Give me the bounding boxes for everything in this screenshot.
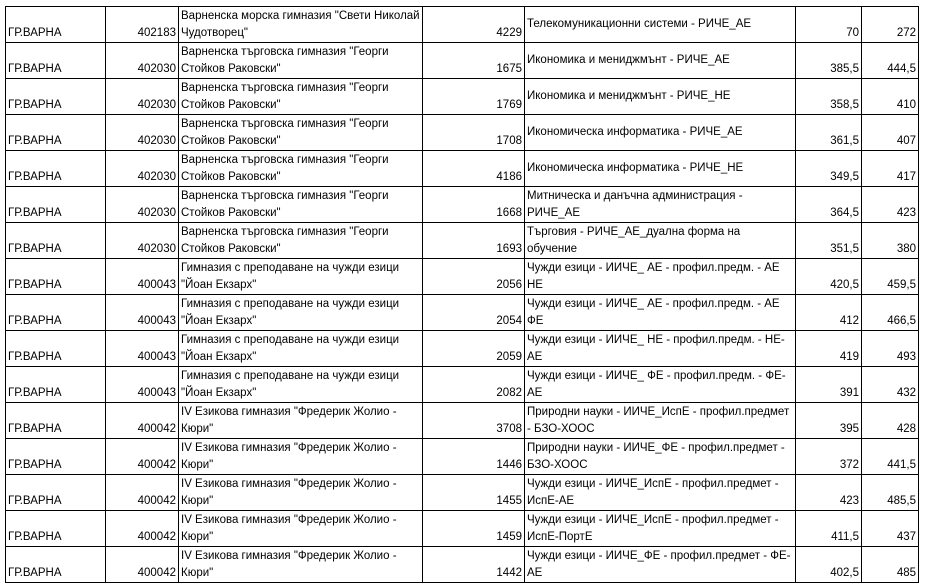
max-score-cell: 459,5 (862, 259, 919, 295)
city-cell: ГР.ВАРНА (6, 511, 106, 547)
school-name-cell: IV Езикова гимназия "Фредерик Жолио - Кюри" (179, 511, 423, 547)
city-cell: ГР.ВАРНА (6, 403, 106, 439)
school-name-cell: Гимназия с преподаване на чужди езици "Йоан Екзарх" (179, 295, 423, 331)
specialty-cell: Чужди езици - ИИЧЕ_ АЕ - профил.предм. - АЕ ФЕ (525, 295, 796, 331)
specialty-cell: Икономическа информатика - РИЧЕ_АЕ (525, 115, 796, 151)
profile-code-cell: 1668 (423, 187, 525, 223)
specialty-cell: Природни науки - ИИЧЕ_ФЕ - профил.предмет - БЗО-ХООС (525, 439, 796, 475)
min-score-cell: 395 (796, 403, 862, 439)
school-name-cell: Гимназия с преподаване на чужди езици "Йоан Екзарх" (179, 259, 423, 295)
max-score-cell: 466,5 (862, 295, 919, 331)
specialty-cell: Икономика и мениджмънт - РИЧЕ_НЕ (525, 79, 796, 115)
city-cell: ГР.ВАРНА (6, 259, 106, 295)
profile-code-cell: 1446 (423, 439, 525, 475)
city-cell: ГР.ВАРНА (6, 115, 106, 151)
max-score-cell: 417 (862, 151, 919, 187)
specialty-cell: Чужди езици - ИИЧЕ_ИспЕ - профил.предмет - ИспЕ-ПортЕ (525, 511, 796, 547)
max-score-cell: 423 (862, 187, 919, 223)
city-cell: ГР.ВАРНА (6, 547, 106, 583)
school-code-cell: 400042 (106, 403, 179, 439)
school-name-cell: IV Езикова гимназия "Фредерик Жолио - Кюри" (179, 403, 423, 439)
table-body (6, 7, 919, 583)
table-row (6, 331, 919, 367)
school-code-cell: 402030 (106, 79, 179, 115)
specialty-cell: Природни науки - ИИЧЕ_ИспЕ - профил.предмет - БЗО-ХООС (525, 403, 796, 439)
max-score-cell: 432 (862, 367, 919, 403)
city-cell: ГР.ВАРНА (6, 475, 106, 511)
specialty-cell: Чужди езици - ИИЧЕ_ НЕ - профил.предм. - НЕ-АЕ (525, 331, 796, 367)
min-score-cell: 372 (796, 439, 862, 475)
school-name-cell: IV Езикова гимназия "Фредерик Жолио - Кюри" (179, 547, 423, 583)
table-row (6, 223, 919, 259)
min-score-cell: 420,5 (796, 259, 862, 295)
table-row (6, 295, 919, 331)
table-row (6, 115, 919, 151)
school-name-cell: Варненска търговска гимназия "Георги Стойков Раковски" (179, 79, 423, 115)
school-name-cell: IV Езикова гимназия "Фредерик Жолио - Кюри" (179, 439, 423, 475)
school-name-cell: Варненска търговска гимназия "Георги Стойков Раковски" (179, 151, 423, 187)
school-code-cell: 400043 (106, 367, 179, 403)
table-row (6, 187, 919, 223)
profile-code-cell: 1693 (423, 223, 525, 259)
admissions-table (5, 6, 919, 583)
max-score-cell: 272 (862, 7, 919, 43)
school-name-cell: Варненска търговска гимназия "Георги Стойков Раковски" (179, 223, 423, 259)
max-score-cell: 380 (862, 223, 919, 259)
table-row (6, 151, 919, 187)
city-cell: ГР.ВАРНА (6, 187, 106, 223)
city-cell: ГР.ВАРНА (6, 223, 106, 259)
min-score-cell: 385,5 (796, 43, 862, 79)
table-row (6, 259, 919, 295)
min-score-cell: 364,5 (796, 187, 862, 223)
city-cell: ГР.ВАРНА (6, 43, 106, 79)
school-code-cell: 400042 (106, 475, 179, 511)
min-score-cell: 70 (796, 7, 862, 43)
school-code-cell: 400042 (106, 511, 179, 547)
city-cell: ГР.ВАРНА (6, 79, 106, 115)
specialty-cell: Икономическа информатика - РИЧЕ_НЕ (525, 151, 796, 187)
max-score-cell: 410 (862, 79, 919, 115)
school-name-cell: Варненска търговска гимназия "Георги Стойков Раковски" (179, 43, 423, 79)
city-cell: ГР.ВАРНА (6, 331, 106, 367)
school-code-cell: 402030 (106, 43, 179, 79)
specialty-cell: Чужди езици - ИИЧЕ_ ФЕ - профил.предм. - ФЕ-АЕ (525, 367, 796, 403)
school-code-cell: 400042 (106, 547, 179, 583)
profile-code-cell: 1442 (423, 547, 525, 583)
table-row (6, 7, 919, 43)
specialty-cell: Телекомуникационни системи - РИЧЕ_АЕ (525, 7, 796, 43)
profile-code-cell: 4186 (423, 151, 525, 187)
city-cell: ГР.ВАРНА (6, 367, 106, 403)
school-code-cell: 400043 (106, 259, 179, 295)
school-name-cell: Гимназия с преподаване на чужди езици "Йоан Екзарх" (179, 331, 423, 367)
profile-code-cell: 2082 (423, 367, 525, 403)
school-name-cell: Варненска търговска гимназия "Георги Стойков Раковски" (179, 187, 423, 223)
specialty-cell: Икономика и мениджмънт - РИЧЕ_АЕ (525, 43, 796, 79)
school-code-cell: 402183 (106, 7, 179, 43)
max-score-cell: 485 (862, 547, 919, 583)
school-name-cell: IV Езикова гимназия "Фредерик Жолио - Кюри" (179, 475, 423, 511)
city-cell: ГР.ВАРНА (6, 151, 106, 187)
min-score-cell: 361,5 (796, 115, 862, 151)
specialty-cell: Чужди езици - ИИЧЕ_ АЕ - профил.предм. - АЕ НЕ (525, 259, 796, 295)
school-code-cell: 402030 (106, 115, 179, 151)
school-name-cell: Варненска морска гимназия "Свети Николай Чудотворец" (179, 7, 423, 43)
min-score-cell: 391 (796, 367, 862, 403)
profile-code-cell: 1459 (423, 511, 525, 547)
table-row (6, 547, 919, 583)
school-code-cell: 400043 (106, 295, 179, 331)
table-row (6, 79, 919, 115)
table-row (6, 439, 919, 475)
max-score-cell: 493 (862, 331, 919, 367)
city-cell: ГР.ВАРНА (6, 439, 106, 475)
profile-code-cell: 1675 (423, 43, 525, 79)
min-score-cell: 351,5 (796, 223, 862, 259)
profile-code-cell: 2059 (423, 331, 525, 367)
max-score-cell: 441,5 (862, 439, 919, 475)
table-row (6, 403, 919, 439)
school-name-cell: Варненска търговска гимназия "Георги Стойков Раковски" (179, 115, 423, 151)
min-score-cell: 411,5 (796, 511, 862, 547)
table-row (6, 511, 919, 547)
city-cell: ГР.ВАРНА (6, 7, 106, 43)
specialty-cell: Чужди езици - ИИЧЕ_ФЕ - профил.предмет - ФЕ-АЕ (525, 547, 796, 583)
max-score-cell: 485,5 (862, 475, 919, 511)
profile-code-cell: 1769 (423, 79, 525, 115)
specialty-cell: Чужди езици - ИИЧЕ_ИспЕ - профил.предмет - ИспЕ-АЕ (525, 475, 796, 511)
min-score-cell: 349,5 (796, 151, 862, 187)
profile-code-cell: 2054 (423, 295, 525, 331)
profile-code-cell: 2056 (423, 259, 525, 295)
table-row (6, 367, 919, 403)
school-code-cell: 402030 (106, 187, 179, 223)
school-code-cell: 400043 (106, 331, 179, 367)
school-code-cell: 402030 (106, 151, 179, 187)
profile-code-cell: 3708 (423, 403, 525, 439)
specialty-cell: Митническа и данъчна администрация - РИЧЕ_АЕ (525, 187, 796, 223)
table-row (6, 43, 919, 79)
profile-code-cell: 4229 (423, 7, 525, 43)
school-name-cell: Гимназия с преподаване на чужди езици "Йоан Екзарх" (179, 367, 423, 403)
min-score-cell: 412 (796, 295, 862, 331)
max-score-cell: 437 (862, 511, 919, 547)
profile-code-cell: 1708 (423, 115, 525, 151)
school-code-cell: 402030 (106, 223, 179, 259)
min-score-cell: 358,5 (796, 79, 862, 115)
specialty-cell: Търговия - РИЧЕ_АЕ_дуална форма на обучение (525, 223, 796, 259)
table-row (6, 475, 919, 511)
school-code-cell: 400042 (106, 439, 179, 475)
min-score-cell: 419 (796, 331, 862, 367)
max-score-cell: 407 (862, 115, 919, 151)
max-score-cell: 428 (862, 403, 919, 439)
city-cell: ГР.ВАРНА (6, 295, 106, 331)
profile-code-cell: 1455 (423, 475, 525, 511)
max-score-cell: 444,5 (862, 43, 919, 79)
min-score-cell: 423 (796, 475, 862, 511)
min-score-cell: 402,5 (796, 547, 862, 583)
